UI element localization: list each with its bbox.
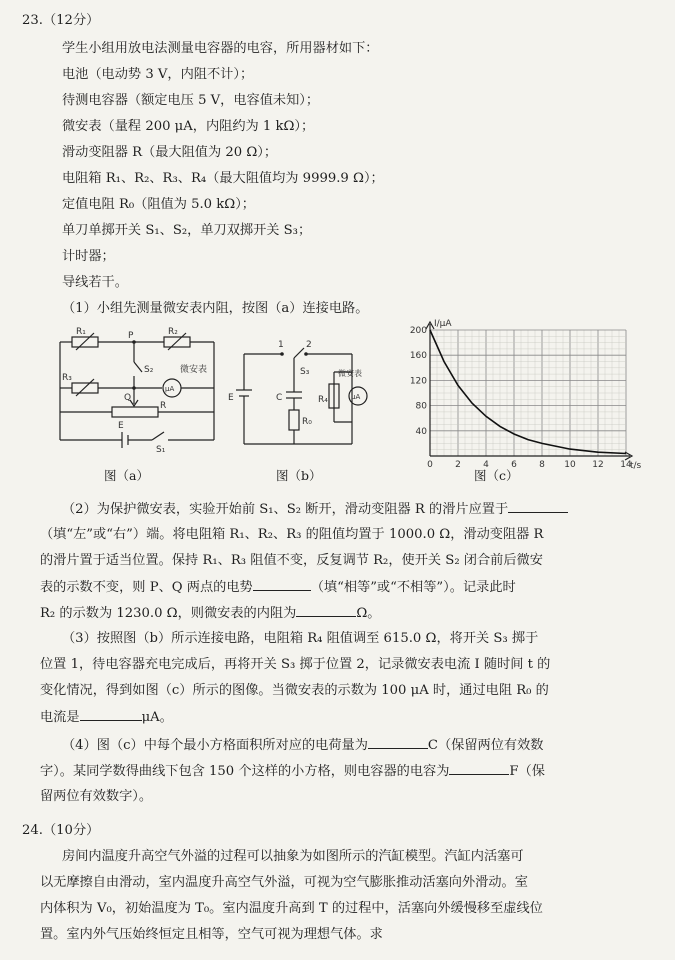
y-tick-label: 120 bbox=[409, 376, 427, 387]
label-r4: R₄ bbox=[318, 395, 328, 405]
y-tick-label: 80 bbox=[415, 401, 427, 412]
q23-intro-line: 导线若干。 bbox=[62, 275, 128, 290]
q23-part2-text: R₂ 的示数为 1230.0 Ω，则微安表的内阻为 bbox=[40, 606, 297, 621]
y-tick-label: 40 bbox=[415, 426, 427, 437]
q23-part2-line: （填“左”或“右”）端。将电阻箱 R₁、R₂、R₃ 的阻值均置于 1000.0 Ω，滑动变阻器 R bbox=[40, 527, 544, 542]
label-p: P bbox=[128, 331, 134, 341]
answer-blank[interactable] bbox=[80, 708, 142, 721]
label-e: E bbox=[118, 421, 124, 431]
q24-line: 内体积为 V₀，初始温度为 T₀。室内温度升高到 T 的过程中，活塞向外缓慢移至虚线位 bbox=[40, 901, 543, 916]
q23-part2-line bbox=[40, 604, 380, 623]
q23-part2-line: 的滑片置于适当位置。保持 R₁、R₃ 阻值不变，反复调节 R₂，使开关 S₂ 闭合前后微安 bbox=[40, 553, 543, 568]
x-tick-label: 14 bbox=[620, 460, 632, 470]
label-meter: μA bbox=[351, 393, 361, 401]
q23-part4-line bbox=[62, 736, 544, 755]
label-c: C bbox=[276, 393, 283, 403]
label-s3: S₃ bbox=[300, 367, 310, 377]
x-tick-label: 2 bbox=[455, 460, 461, 470]
q23-part4-line bbox=[40, 762, 545, 781]
q23-intro-line: 单刀单掷开关 S₁、S₂，单刀双掷开关 S₃； bbox=[62, 223, 312, 238]
answer-blank[interactable] bbox=[449, 762, 509, 775]
q23-part4-text: 字）。某同学数得曲线下包含 150 个这样的小方格，则电容器的电容为 bbox=[40, 764, 450, 779]
answer-blank[interactable] bbox=[296, 604, 356, 617]
figure-b-caption: 图（b） bbox=[276, 468, 322, 483]
q23-intro-line: 电阻箱 R₁、R₂、R₃、R₄（最大阻值均为 9999.9 Ω）； bbox=[62, 171, 384, 186]
x-tick-label: 4 bbox=[483, 460, 489, 470]
q23-part2-line bbox=[62, 500, 568, 519]
label-position-2: 2 bbox=[306, 340, 312, 350]
label-meter-name: 微安表 bbox=[180, 365, 208, 375]
label-meter: μA bbox=[165, 385, 175, 393]
label-r0: R₀ bbox=[302, 417, 312, 427]
q23-part3-text: 电流是 bbox=[40, 710, 80, 725]
figure-a-circuit bbox=[52, 327, 222, 455]
q23-intro-line: 电池（电动势 3 V，内阻不计）； bbox=[62, 67, 254, 82]
q23-part4-line: 留两位有效数字）。 bbox=[40, 789, 153, 804]
label-q: Q bbox=[124, 393, 132, 403]
q23-part3-line: 位置 1，待电容器充电完成后，再将开关 S₃ 掷于位置 2，记录微安表电流 I 随时间 t 的 bbox=[40, 657, 551, 672]
x-tick-label: 10 bbox=[564, 460, 576, 470]
label-r3: R₃ bbox=[62, 373, 72, 383]
q23-intro-line: 微安表（量程 200 μA，内阻约为 1 kΩ）； bbox=[62, 119, 315, 134]
q23-intro-line: 定值电阻 R₀（阻值为 5.0 kΩ）； bbox=[62, 197, 255, 212]
x-axis-unit: t/s bbox=[630, 461, 642, 471]
q23-part4-text: C（保留两位有效数 bbox=[427, 738, 544, 753]
x-tick-label: 0 bbox=[427, 460, 433, 470]
q23-part2-line bbox=[40, 578, 516, 597]
answer-blank[interactable] bbox=[368, 736, 428, 749]
q23-part2-text: 表的示数不变，则 P、Q 两点的电势 bbox=[40, 580, 253, 595]
label-r2: R₂ bbox=[168, 327, 178, 337]
question-23-header: 23.（12分） bbox=[22, 13, 100, 28]
q23-part3-line bbox=[40, 708, 173, 727]
x-tick-label: 8 bbox=[539, 460, 545, 470]
q23-part4-text: （4）图（c）中每个最小方格面积所对应的电荷量为 bbox=[62, 738, 368, 753]
label-s2: S₂ bbox=[144, 365, 154, 375]
y-axis-unit: I/μA bbox=[434, 319, 452, 329]
figure-c-chart bbox=[404, 318, 664, 471]
y-tick-label: 200 bbox=[409, 326, 427, 336]
q24-line: 以无摩擦自由滑动，室内温度升高空气外溢，可视为空气膨胀推动活塞向外滑动。室 bbox=[40, 875, 528, 890]
label-s1: S₁ bbox=[156, 445, 166, 455]
q23-intro-line: 计时器； bbox=[62, 249, 115, 264]
q23-part2-text: Ω。 bbox=[356, 606, 381, 621]
answer-blank[interactable] bbox=[253, 578, 311, 591]
label-r: R bbox=[160, 401, 167, 411]
q23-intro-line: （1）小组先测量微安表内阻，按图（a）连接电路。 bbox=[62, 301, 369, 316]
label-r1: R₁ bbox=[76, 327, 86, 337]
q23-part4-text: F（保 bbox=[509, 764, 545, 779]
q23-intro-line: 学生小组用放电法测量电容器的电容，所用器材如下： bbox=[62, 41, 379, 56]
q23-intro-line: 滑动变阻器 R（最大阻值为 20 Ω）； bbox=[62, 145, 278, 160]
q24-line: 房间内温度升高空气外溢的过程可以抽象为如图所示的汽缸模型。汽缸内活塞可 bbox=[62, 849, 524, 864]
q23-part3-line: （3）按照图（b）所示连接电路，电阻箱 R₄ 阻值调至 615.0 Ω，将开关 S₃ 掷于 bbox=[62, 631, 539, 646]
figure-c-caption: 图（c） bbox=[474, 468, 519, 483]
answer-blank[interactable] bbox=[508, 500, 568, 513]
label-e: E bbox=[228, 393, 234, 403]
x-tick-label: 12 bbox=[592, 460, 604, 470]
y-tick-label: 160 bbox=[409, 351, 427, 362]
q23-part2-text: （2）为保护微安表，实验开始前 S₁、S₂ 断开，滑动变阻器 R 的滑片应置于 bbox=[62, 502, 509, 517]
q23-intro-line: 待测电容器（额定电压 5 V，电容值未知）； bbox=[62, 93, 320, 108]
q23-part3-line: 变化情况，得到如图（c）所示的图像。当微安表的示数为 100 μA 时，通过电阻 R₀ 的 bbox=[40, 683, 549, 698]
q24-line: 置。室内外气压始终恒定且相等，空气可视为理想气体。求 bbox=[40, 927, 383, 942]
question-24-header: 24.（10分） bbox=[22, 823, 100, 838]
figure-b-circuit bbox=[226, 336, 366, 456]
label-position-1: 1 bbox=[278, 340, 284, 350]
q23-part3-text: μA。 bbox=[141, 710, 173, 725]
figure-a-caption: 图（a） bbox=[104, 468, 149, 483]
q23-part2-text: （填“相等”或“不相等”）。记录此时 bbox=[310, 580, 516, 595]
label-meter-name: 微安表 bbox=[338, 369, 362, 378]
x-tick-label: 6 bbox=[511, 460, 517, 470]
